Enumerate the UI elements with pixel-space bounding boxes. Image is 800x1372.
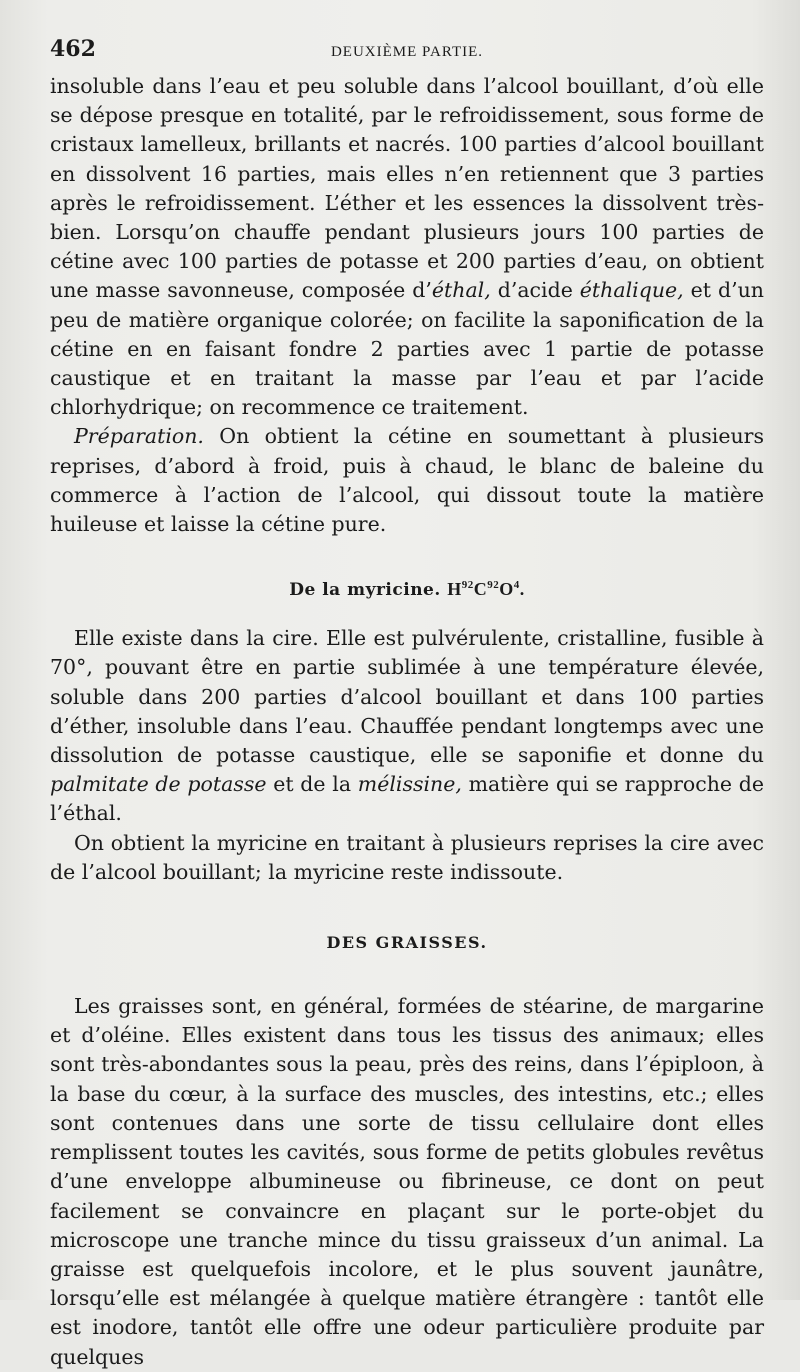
italic-term-melissine: mélissine, — [357, 772, 462, 797]
running-title: DEUXIÈME PARTIE. — [330, 44, 484, 60]
preparation-paragraph: Préparation. On obtient la cétine en soumettant à plusieurs reprises, d’abord à froid, puis à chaud, le blanc de baleine du commerce à l’action de l’alcool, qui dissout toute la matière huileuse et laisse la cétine pure. — [50, 424, 764, 537]
preparation-label: Préparation. — [74, 424, 204, 449]
page-number: 462 — [50, 36, 96, 62]
myricine-preparation-paragraph: On obtient la myricine en traitant à plusieurs reprises la cire avec de l’alcool bouillant; la myricine reste indissoute. — [50, 830, 764, 884]
chemical-formula: $H^{92}C^{92}O^4$. — [447, 579, 525, 600]
section-heading-graisses: DES GRAISSES. — [326, 933, 488, 953]
italic-term-ethal: éthal, — [431, 278, 491, 303]
graisses-paragraph: Les graisses sont, en général, formées de stéarine, de margarine et d’oléine. Elles existent dans tous les tissus des animaux; elles sont très-abondantes sous la peau, près des reins, dans l’épiploon, à la base du cœur, à la surface des muscles, des intestins, etc.; elles sont contenues dans une sorte de tissu cellulaire dont elles remplissent toutes les cavités, sous forme de petits globules revêtus d’une enveloppe albumineuse ou fibrineuse, ce dont on peut facilement se convaincre en plaçant sur le porte-objet du microscope une tranche mince du tissu graisseux d’un animal. La graisse est quelquefois incolore, et le plus souvent jaunâtre, lorsqu’elle est mélangée à quelque matière étrangère : tantôt elle est inodore, tantôt elle offre une odeur particulière produite par quelques — [50, 994, 764, 1369]
italic-term-ethalique: éthalique, — [579, 278, 684, 303]
myricine-paragraph: Elle existe dans la cire. Elle est pulvérulente, cristalline, fusible à 70°, pouvant être en partie sublimée à une température élevée, soluble dans 200 parties d’alcool bouillant et dans 100 parties d’éther, insoluble dans l’eau. Chauffée pendant longtemps avec une dissolution de potasse caustique, elle se saponifie et donne du palmitate de potasse et de la mélissine, matière qui se rapproche de l’éthal. — [50, 626, 764, 826]
cetine-paragraph: insoluble dans l’eau et peu soluble dans l’alcool bouillant, d’où elle se dépose presque en totalité, par le refroidissement, sous forme de cristaux lamelleux, brillants et nacrés. 100 parties d’alcool bouillant en dissolvent 16 parties, mais elles n’en retiennent que 3 parties après le refroidissement. L’éther et les essences la dissolvent très-bien. Lorsqu’on chauffe pendant plusieurs jours 100 parties de cétine avec 100 parties de potasse et 200 parties d’eau, on obtient une masse savonneuse, composée d’éthal, d’acide éthalique, et d’un peu de matière organique colorée; on facilite la saponification de la cétine en en faisant fondre 2 parties avec 1 partie de potasse caustique et en traitant la masse par l’eau et par l’acide chlorhydrique; on recommence ce traitement. — [50, 74, 764, 420]
section-heading-myricine: De la myricine. $H^{92}C^{92}O^4$. — [289, 579, 525, 601]
italic-term-palmitate: palmitate de potasse — [50, 772, 267, 797]
running-head — [50, 36, 764, 72]
